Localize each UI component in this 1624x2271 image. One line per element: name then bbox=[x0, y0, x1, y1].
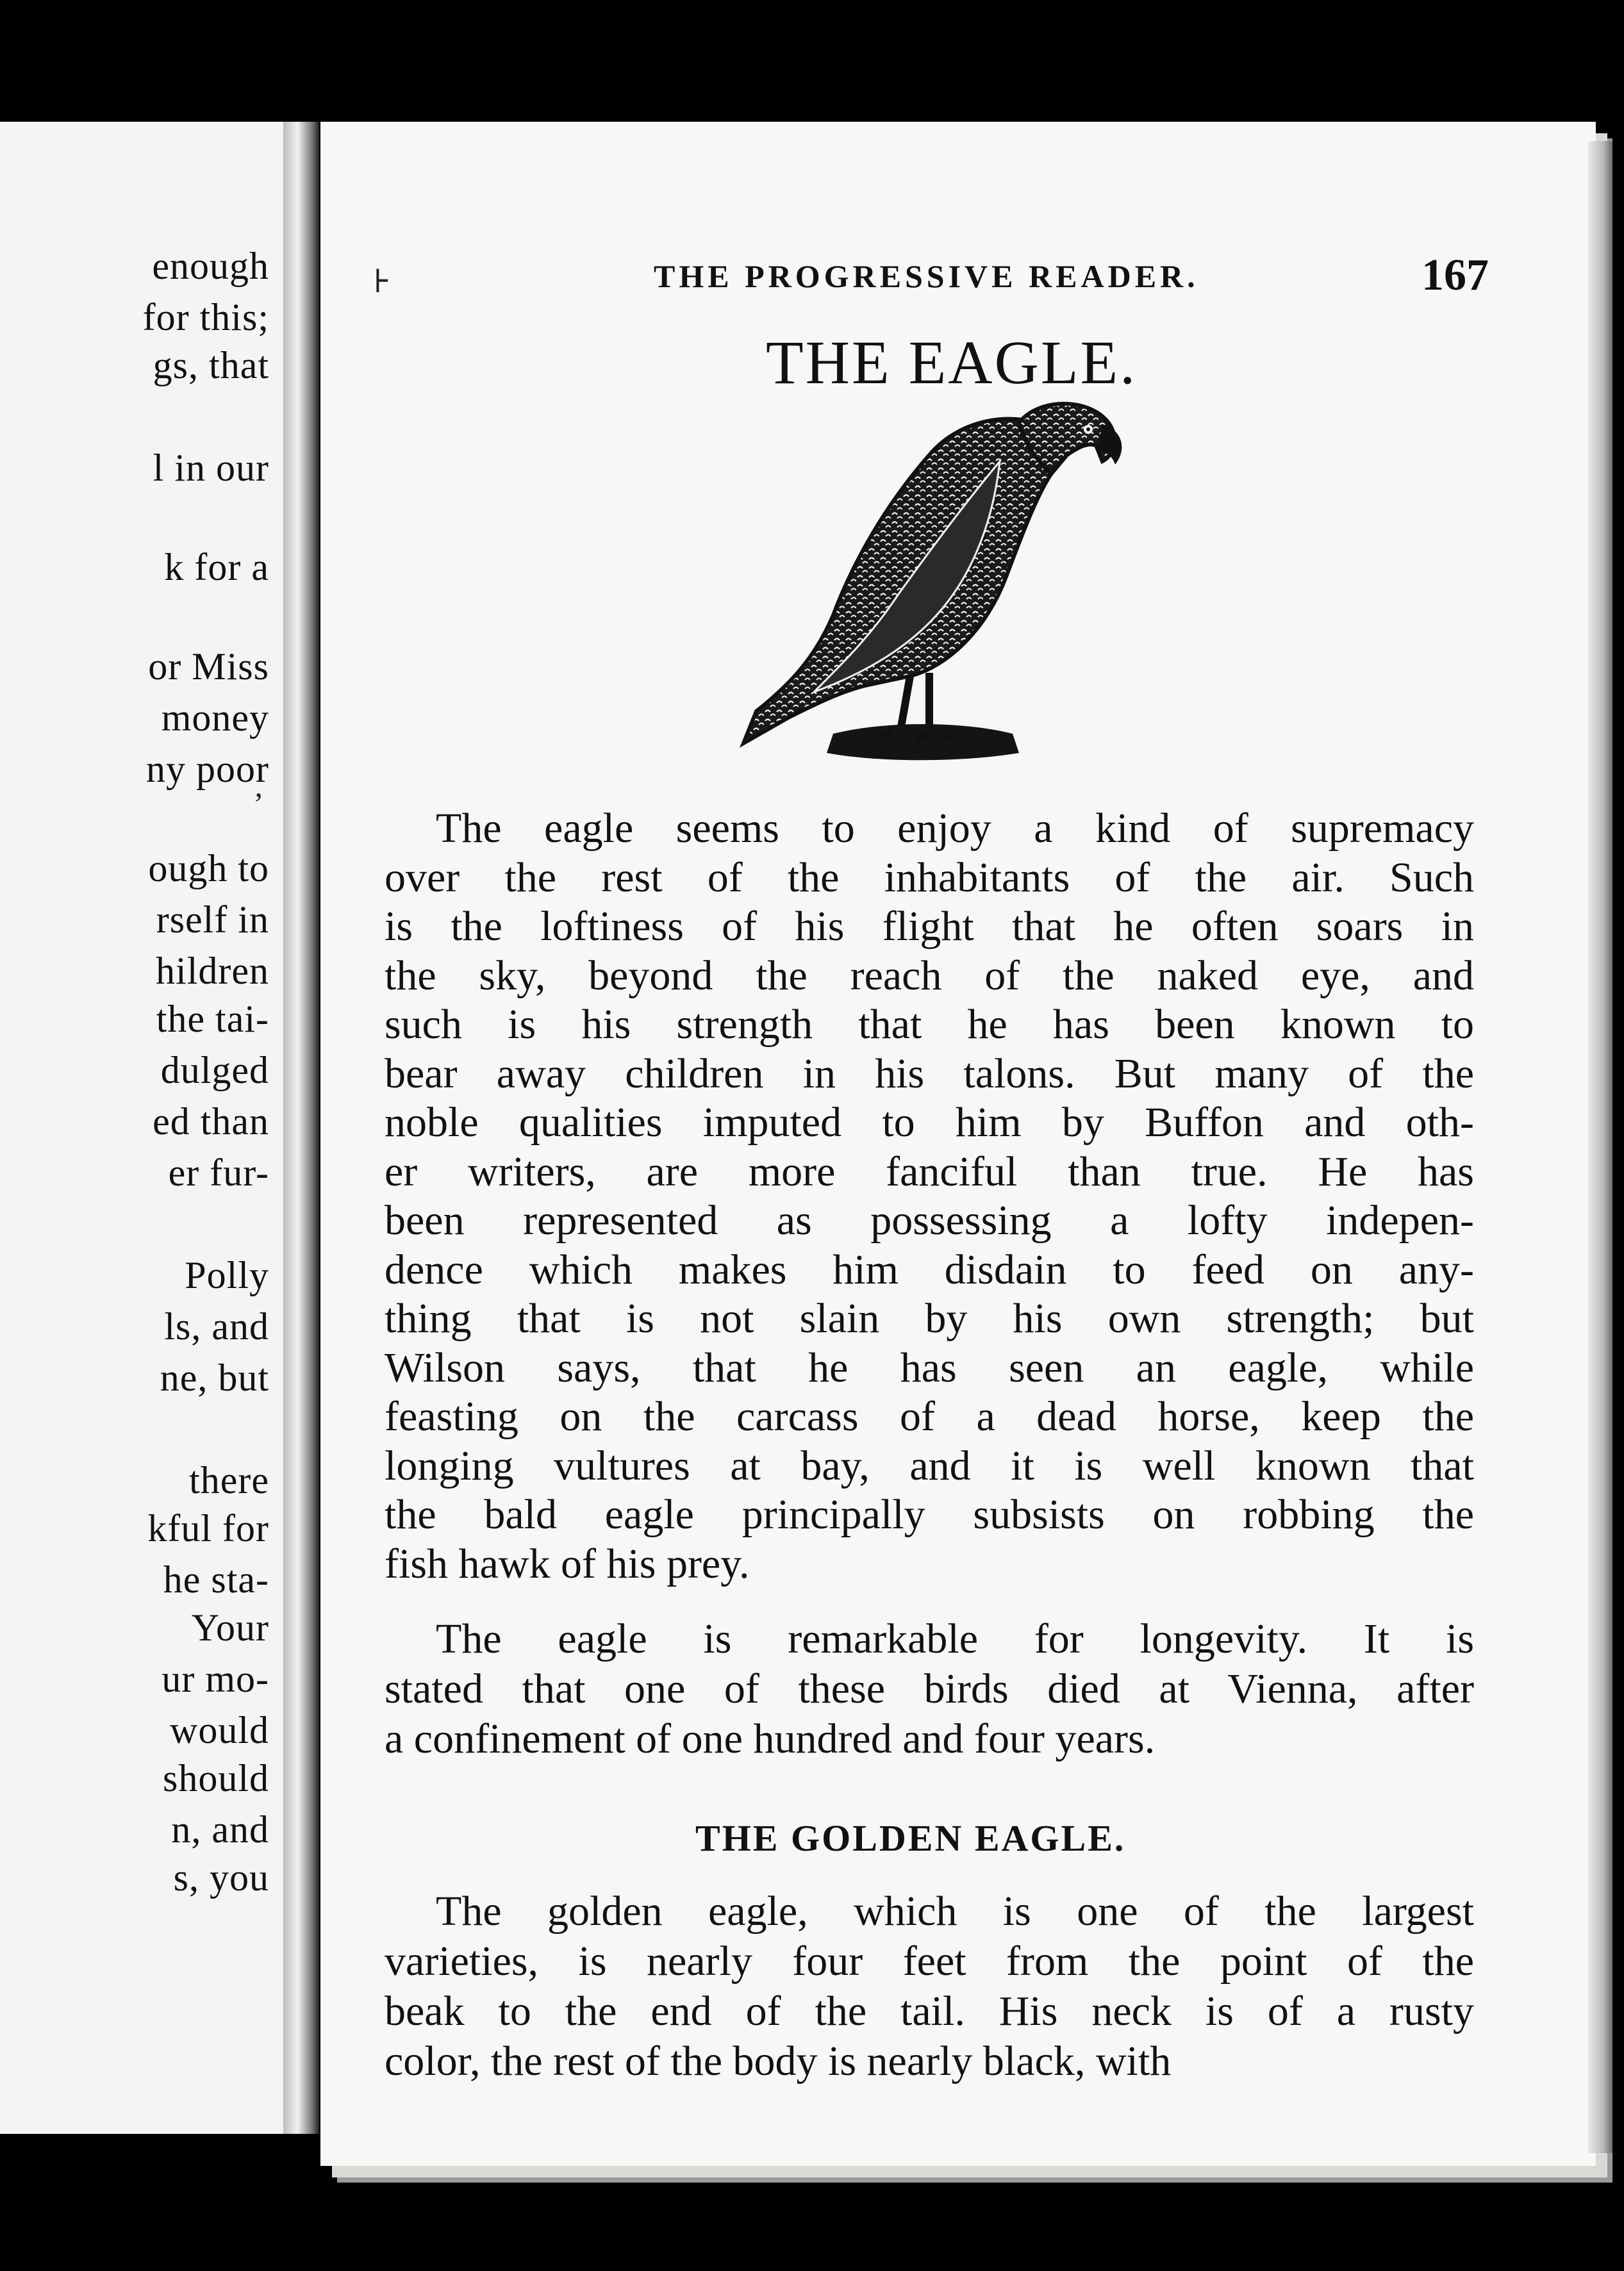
text-line: longing vultures at bay, and it is well known that bbox=[385, 1442, 1474, 1489]
text-line: beak to the end of the tail. His neck is of a rusty bbox=[385, 1988, 1474, 2035]
page-number: 167 bbox=[1421, 251, 1489, 300]
text-line: the bald eagle principally subsists on robbing the bbox=[385, 1491, 1474, 1538]
text-line: the sky, beyond the reach of the naked eye, and bbox=[385, 952, 1474, 999]
left-page-line: ed than bbox=[153, 1100, 269, 1143]
text-line: Wilson says, that he has seen an eagle, while bbox=[385, 1344, 1474, 1391]
left-page-line: money bbox=[161, 697, 269, 739]
left-page-line: or Miss bbox=[148, 645, 269, 688]
left-page-line: Your bbox=[191, 1606, 269, 1649]
margin-mark: ʼ bbox=[253, 786, 264, 822]
left-page-line: for this; bbox=[142, 296, 269, 338]
left-page-line: would bbox=[170, 1709, 269, 1751]
left-page-line: should bbox=[162, 1757, 269, 1799]
text-line: bear away children in his talons. But many of the bbox=[385, 1050, 1474, 1097]
left-page-line: ur mo- bbox=[162, 1658, 269, 1700]
section-heading: THE GOLDEN EAGLE. bbox=[695, 1817, 1126, 1859]
left-page-line: l in our bbox=[153, 447, 269, 489]
text-line: stated that one of these birds died at Vienna, after bbox=[385, 1665, 1474, 1712]
text-line: The golden eagle, which is one of the largest bbox=[436, 1888, 1474, 1935]
left-page-line: er fur- bbox=[168, 1152, 269, 1194]
left-page-line: gs, that bbox=[153, 344, 269, 386]
text-line: thing that is not slain by his own strength; but bbox=[385, 1295, 1474, 1342]
left-page-line: he sta- bbox=[163, 1558, 269, 1601]
left-page-line: kful for bbox=[147, 1507, 269, 1549]
text-line: a confinement of one hundred and four years. bbox=[385, 1715, 1156, 1762]
left-page-line: enough bbox=[152, 245, 269, 287]
text-line: such is his strength that he has been known to bbox=[385, 1001, 1474, 1048]
text-line: varieties, is nearly four feet from the point of the bbox=[385, 1938, 1474, 1985]
text-line: fish hawk of his prey. bbox=[385, 1540, 750, 1587]
text-line: over the rest of the inhabitants of the air. Such bbox=[385, 854, 1474, 901]
left-page-line: n, and bbox=[171, 1808, 269, 1851]
left-page-line: s, you bbox=[173, 1856, 269, 1899]
left-page-line: the tai- bbox=[156, 998, 269, 1040]
text-line: dence which makes him disdain to feed on any- bbox=[385, 1246, 1474, 1293]
left-page-line: ls, and bbox=[164, 1305, 269, 1348]
left-page-line: ny poor bbox=[146, 748, 269, 790]
left-page-line: hildren bbox=[156, 950, 269, 992]
text-line: is the loftiness of his flight that he often soars in bbox=[385, 903, 1474, 950]
left-page-line: dulged bbox=[160, 1049, 269, 1091]
chapter-title: THE EAGLE. bbox=[766, 328, 1138, 397]
page-edge bbox=[1588, 141, 1612, 2153]
left-page-line: k for a bbox=[164, 546, 269, 588]
text-line: feasting on the carcass of a dead horse, keep the bbox=[385, 1393, 1474, 1440]
text-line: er writers, are more fanciful than true. He has bbox=[385, 1148, 1474, 1195]
running-head: THE PROGRESSIVE READER. bbox=[654, 258, 1199, 294]
book-gutter bbox=[283, 122, 319, 2134]
left-page-line: ne, but bbox=[160, 1357, 269, 1399]
left-page-line: ough to bbox=[148, 847, 269, 889]
margin-mark: ⊦ bbox=[373, 263, 392, 299]
text-line: color, the rest of the body is nearly black, with bbox=[385, 2038, 1172, 2085]
left-page-line: there bbox=[189, 1459, 269, 1501]
text-line: The eagle is remarkable for longevity. It is bbox=[436, 1615, 1474, 1662]
text-line: noble qualities imputed to him by Buffon and oth- bbox=[385, 1099, 1474, 1146]
left-page-line: rself in bbox=[156, 898, 269, 941]
text-line: The eagle seems to enjoy a kind of supremacy bbox=[436, 805, 1474, 852]
left-page-line: Polly bbox=[185, 1254, 269, 1296]
text-line: been represented as possessing a lofty indepen- bbox=[385, 1197, 1474, 1244]
eagle-woodcut-illustration bbox=[718, 384, 1141, 782]
